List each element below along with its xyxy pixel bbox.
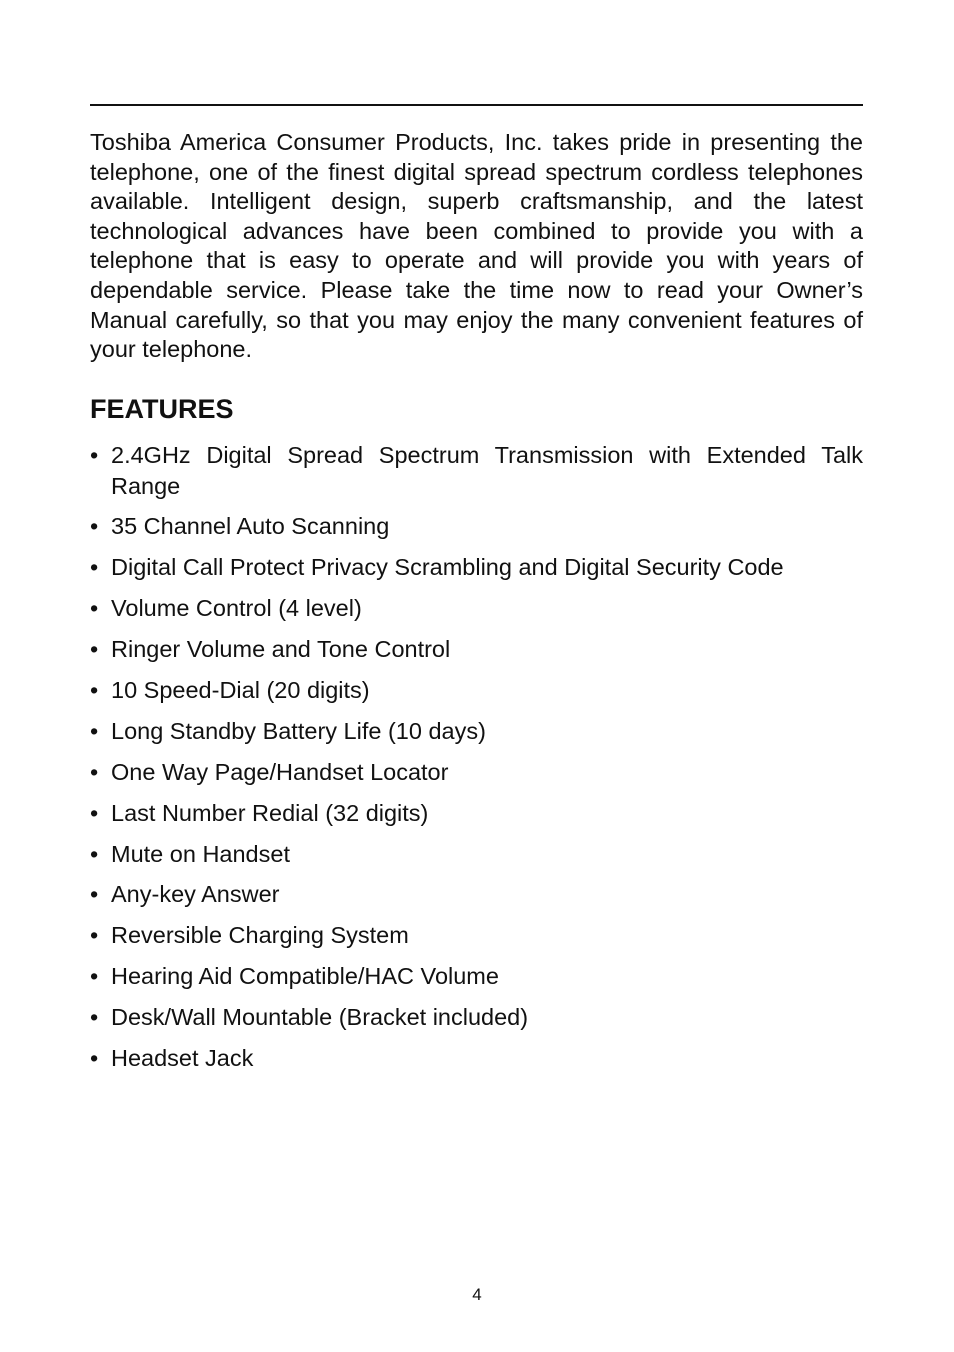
feature-text: Digital Call Protect Privacy Scrambling and Digital Security Code bbox=[111, 554, 784, 581]
feature-text: Hearing Aid Compatible/HAC Volume bbox=[111, 963, 499, 990]
feature-text: 10 Speed-Dial (20 digits) bbox=[111, 676, 370, 703]
bullet-icon: • bbox=[90, 840, 99, 867]
list-item bbox=[90, 1002, 863, 1033]
list-item bbox=[90, 675, 863, 706]
features-heading: FEATURES bbox=[90, 394, 234, 424]
bullet-icon: • bbox=[90, 554, 99, 581]
list-item bbox=[90, 552, 863, 583]
list-item bbox=[90, 920, 863, 951]
list-item bbox=[90, 798, 863, 829]
list-item bbox=[90, 716, 863, 747]
list-item bbox=[90, 593, 863, 624]
list-item bbox=[90, 634, 863, 665]
feature-text: 2.4GHz Digital Spread Spectrum Transmission with Extended Talk Range bbox=[111, 442, 863, 499]
list-item bbox=[90, 961, 863, 992]
bullet-icon: • bbox=[90, 758, 99, 785]
list-item bbox=[90, 839, 863, 870]
bullet-icon: • bbox=[90, 963, 99, 990]
feature-text: Volume Control (4 level) bbox=[111, 595, 362, 622]
list-item bbox=[90, 1043, 863, 1074]
feature-text: 35 Channel Auto Scanning bbox=[111, 513, 390, 540]
feature-text: Ringer Volume and Tone Control bbox=[111, 636, 451, 663]
bullet-icon: • bbox=[90, 881, 99, 908]
bullet-icon: • bbox=[90, 717, 99, 744]
bullet-icon: • bbox=[90, 1004, 99, 1031]
features-list bbox=[90, 440, 863, 1084]
list-item bbox=[90, 511, 863, 542]
bullet-icon: • bbox=[90, 799, 99, 826]
bullet-icon: • bbox=[90, 676, 99, 703]
bullet-icon: • bbox=[90, 595, 99, 622]
feature-text: Long Standby Battery Life (10 days) bbox=[111, 717, 486, 744]
bullet-icon: • bbox=[90, 1044, 99, 1071]
top-rule bbox=[90, 104, 863, 106]
feature-text: Mute on Handset bbox=[111, 840, 290, 867]
bullet-icon: • bbox=[90, 636, 99, 663]
list-item bbox=[90, 757, 863, 788]
feature-text: Desk/Wall Mountable (Bracket included) bbox=[111, 1004, 529, 1031]
bullet-icon: • bbox=[90, 442, 99, 468]
bullet-icon: • bbox=[90, 922, 99, 949]
feature-text: Any-key Answer bbox=[111, 881, 280, 908]
intro-paragraph: Toshiba America Consumer Products, Inc. takes pride in presenting the telephone, one of the finest digital spread spectrum cordless telephones available. Intelligent design, superb craftsmanship, and the latest technological advances have been combined to provide you with a telephone that is easy to operate and will provide you with years of dependable service. Please take the time now to read your Owner’s Manual carefully, so that you may enjoy the many convenient features of your telephone. bbox=[90, 129, 863, 363]
feature-text: Reversible Charging System bbox=[111, 922, 409, 949]
feature-text: Headset Jack bbox=[111, 1044, 254, 1071]
feature-text: One Way Page/Handset Locator bbox=[111, 758, 449, 785]
list-item bbox=[90, 440, 863, 501]
page-number: 4 bbox=[472, 1285, 482, 1304]
list-item bbox=[90, 879, 863, 910]
bullet-icon: • bbox=[90, 513, 99, 540]
feature-text: Last Number Redial (32 digits) bbox=[111, 799, 429, 826]
